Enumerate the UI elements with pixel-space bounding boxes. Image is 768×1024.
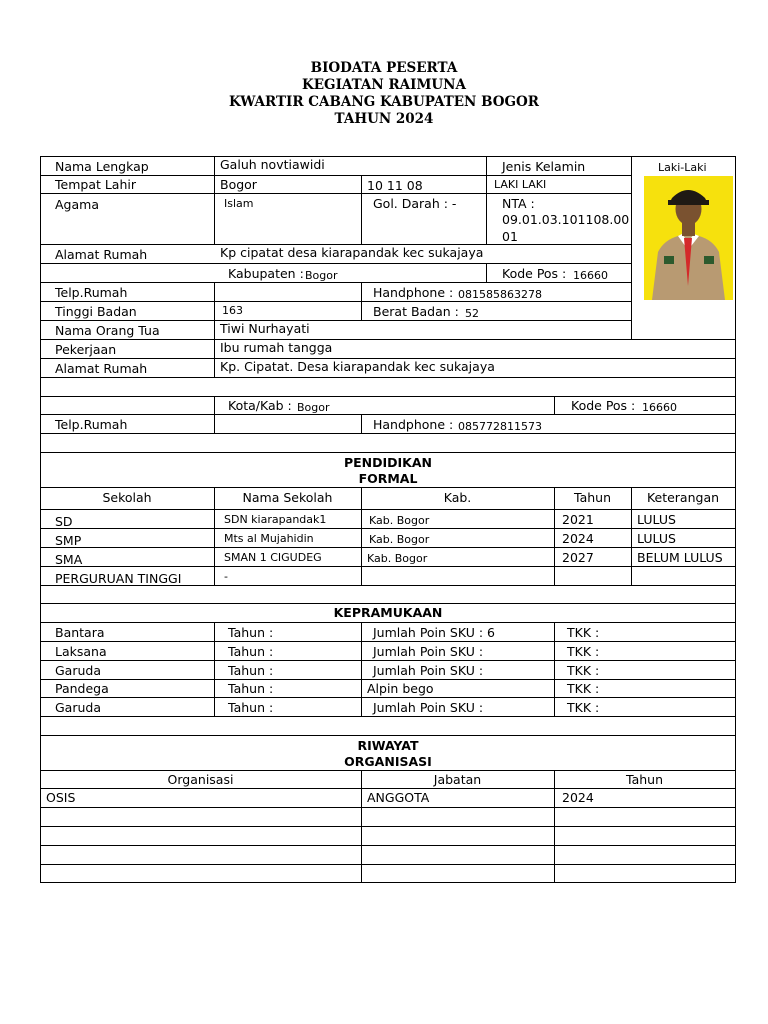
org-row-jabatan: ANGGOTA bbox=[367, 790, 430, 805]
row-line bbox=[40, 660, 736, 661]
table-row-kab: Kab. Bogor bbox=[369, 514, 430, 527]
table-row-keterangan: LULUS bbox=[637, 531, 676, 546]
pramuka-row-tkk: TKK : bbox=[567, 625, 600, 640]
nama-label: Nama Lengkap bbox=[55, 159, 149, 174]
row-line bbox=[40, 716, 736, 717]
agama-value: Islam bbox=[224, 197, 254, 210]
pramuka-row-poin: Jumlah Poin SKU : bbox=[373, 663, 484, 678]
title-line-4: TAHUN 2024 bbox=[334, 111, 434, 127]
row-line bbox=[40, 735, 736, 736]
kode-pos-label: Kode Pos : bbox=[502, 266, 567, 281]
row-line bbox=[40, 603, 736, 604]
col-header-keterangan: Keterangan bbox=[646, 490, 720, 505]
row-line bbox=[40, 452, 736, 453]
table-row-level: SMA bbox=[55, 552, 83, 567]
organisasi-heading: ORGANISASI bbox=[344, 754, 432, 769]
nama-value: Galuh novtiawidi bbox=[220, 157, 325, 172]
handphone-ortu-value: 085772811573 bbox=[458, 420, 542, 433]
col-line bbox=[554, 622, 555, 717]
alamat-orang-tua-value: Kp. Cipatat. Desa kiarapandak kec sukajaya bbox=[220, 359, 495, 374]
col-header-tahun-org: Tahun bbox=[626, 772, 663, 787]
tinggi-badan-label: Tinggi Badan bbox=[55, 304, 137, 319]
tempat-lahir-value: Bogor bbox=[220, 177, 257, 192]
row-line bbox=[40, 826, 736, 827]
kota-kab-value: Bogor bbox=[297, 401, 330, 414]
kode-pos-value: 16660 bbox=[573, 269, 608, 282]
table-row-level: SMP bbox=[55, 533, 82, 548]
col-header-kab: Kab. bbox=[443, 490, 472, 505]
col-header-nama-sekolah: Nama Sekolah bbox=[242, 490, 333, 505]
frame-right bbox=[735, 156, 736, 883]
row-line bbox=[40, 807, 736, 808]
table-row-level: SD bbox=[55, 514, 73, 529]
table-row-tahun: 2021 bbox=[562, 512, 594, 527]
nama-orang-tua-value: Tiwi Nurhayati bbox=[220, 321, 310, 336]
agama-label: Agama bbox=[55, 197, 99, 212]
row-line bbox=[40, 788, 736, 789]
berat-badan-label: Berat Badan : bbox=[373, 304, 459, 319]
row-line bbox=[40, 622, 736, 623]
kota-kab-label: Kota/Kab : bbox=[228, 398, 292, 413]
title-line-2: KEGIATAN RAIMUNA bbox=[302, 77, 466, 93]
telp-rumah-ortu-label: Telp.Rumah bbox=[55, 417, 128, 432]
pramuka-row-tahun: Tahun : bbox=[228, 625, 274, 640]
col-line bbox=[361, 282, 362, 321]
pekerjaan-label: Pekerjaan bbox=[55, 342, 117, 357]
kode-pos-ortu-label: Kode Pos : bbox=[571, 398, 636, 413]
table-row-keterangan: LULUS bbox=[637, 512, 676, 527]
pramuka-row-tingkat: Pandega bbox=[55, 681, 109, 696]
table-row-kab: Kab. Bogor bbox=[369, 533, 430, 546]
col-line bbox=[486, 263, 487, 283]
row-line bbox=[40, 864, 736, 865]
row-line bbox=[40, 396, 736, 397]
pramuka-row-tkk: TKK : bbox=[567, 644, 600, 659]
alamat-rumah-label: Alamat Rumah bbox=[55, 247, 148, 262]
pramuka-row-tkk: TKK : bbox=[567, 681, 600, 696]
tinggi-badan-value: 163 bbox=[222, 304, 243, 317]
nta-value-line2: 01 bbox=[502, 229, 518, 244]
pramuka-row-tingkat: Garuda bbox=[55, 663, 102, 678]
riwayat-heading: RIWAYAT bbox=[357, 738, 419, 753]
row-line bbox=[40, 193, 631, 194]
handphone-label: Handphone : bbox=[373, 285, 454, 300]
profile-photo bbox=[644, 176, 733, 300]
pramuka-row-tahun: Tahun : bbox=[228, 681, 274, 696]
jenis-kelamin-label: Jenis Kelamin bbox=[502, 159, 586, 174]
alamat-orang-tua-label: Alamat Rumah bbox=[55, 361, 148, 376]
table-row-nama: SMAN 1 CIGUDEG bbox=[224, 551, 322, 564]
col-header-jabatan: Jabatan bbox=[433, 772, 482, 787]
scout-portrait-icon bbox=[644, 176, 733, 300]
pramuka-row-tingkat: Bantara bbox=[55, 625, 105, 640]
alamat-rumah-value: Kp cipatat desa kiarapandak kec sukajaya bbox=[220, 245, 484, 260]
pramuka-row-tahun: Tahun : bbox=[228, 663, 274, 678]
col-header-sekolah: Sekolah bbox=[102, 490, 152, 505]
pramuka-row-tingkat: Garuda bbox=[55, 700, 102, 715]
pendidikan-subheading: FORMAL bbox=[358, 471, 418, 486]
nta-label: NTA : bbox=[502, 196, 535, 211]
pramuka-row-tkk: TKK : bbox=[567, 700, 600, 715]
pramuka-row-tkk: TKK : bbox=[567, 663, 600, 678]
col-line bbox=[214, 156, 215, 245]
golongan-darah-label: Gol. Darah : - bbox=[373, 196, 457, 211]
nta-value-line1: 09.01.03.101108.00 bbox=[502, 212, 630, 227]
pekerjaan-value: Ibu rumah tangga bbox=[220, 340, 333, 355]
col-header-organisasi: Organisasi bbox=[167, 772, 234, 787]
col-line bbox=[631, 156, 632, 340]
table-row-tahun: 2024 bbox=[562, 531, 594, 546]
col-line bbox=[361, 622, 362, 717]
col-line bbox=[214, 622, 215, 717]
row-line bbox=[40, 377, 736, 378]
title-line-3: KWARTIR CABANG KABUPATEN BOGOR bbox=[228, 94, 539, 110]
pramuka-row-tahun: Tahun : bbox=[228, 644, 274, 659]
col-line bbox=[361, 414, 362, 434]
table-row-tahun: 2027 bbox=[562, 550, 594, 565]
col-line bbox=[361, 175, 362, 245]
row-line bbox=[40, 301, 631, 302]
row-line bbox=[40, 175, 631, 176]
col-line bbox=[554, 396, 555, 415]
row-line bbox=[40, 641, 736, 642]
pramuka-row-tahun: Tahun : bbox=[228, 700, 274, 715]
table-row-level: PERGURUAN TINGGI bbox=[55, 571, 182, 586]
table-row-nama: SDN kiarapandak1 bbox=[224, 513, 327, 526]
table-row-kab: Kab. Bogor bbox=[367, 552, 428, 565]
col-line bbox=[214, 282, 215, 377]
handphone-ortu-label: Handphone : bbox=[373, 417, 454, 432]
kode-pos-ortu-value: 16660 bbox=[642, 401, 677, 414]
row-line bbox=[40, 679, 736, 680]
title-line-1: BIODATA PESERTA bbox=[310, 60, 458, 76]
col-line bbox=[214, 396, 215, 434]
nama-orang-tua-label: Nama Orang Tua bbox=[55, 323, 160, 338]
pramuka-row-poin: Jumlah Poin SKU : bbox=[373, 700, 484, 715]
berat-badan-value: 52 bbox=[465, 307, 479, 320]
row-line bbox=[40, 414, 736, 415]
jenis-kelamin-value-2: LAKI LAKI bbox=[494, 178, 547, 191]
kabupaten-value: Bogor bbox=[305, 269, 338, 282]
tempat-lahir-label: Tempat Lahir bbox=[55, 177, 137, 192]
row-line bbox=[40, 263, 631, 264]
table-row-nama: Mts al Mujahidin bbox=[224, 532, 314, 545]
pramuka-row-tingkat: Laksana bbox=[55, 644, 107, 659]
org-row-tahun: 2024 bbox=[562, 790, 594, 805]
row-line bbox=[40, 845, 736, 846]
tanggal-lahir-value: 10 11 08 bbox=[367, 178, 423, 193]
pendidikan-heading: PENDIDIKAN bbox=[343, 455, 433, 470]
row-line bbox=[40, 770, 736, 771]
row-line bbox=[40, 697, 736, 698]
telp-rumah-label: Telp.Rumah bbox=[55, 285, 128, 300]
col-header-tahun: Tahun bbox=[574, 490, 611, 505]
pramuka-row-poin: Jumlah Poin SKU : 6 bbox=[373, 625, 495, 640]
col-line bbox=[486, 156, 487, 245]
handphone-value: 081585863278 bbox=[458, 288, 542, 301]
pramuka-row-poin: Alpin bego bbox=[367, 681, 434, 696]
table-row-keterangan: BELUM LULUS bbox=[637, 550, 723, 565]
pramuka-row-poin: Jumlah Poin SKU : bbox=[373, 644, 484, 659]
kabupaten-label: Kabupaten : bbox=[228, 266, 304, 281]
kepramukaan-heading: KEPRAMUKAAN bbox=[333, 605, 443, 620]
row-line bbox=[40, 433, 736, 434]
frame-bottom bbox=[40, 882, 736, 883]
jenis-kelamin-value: Laki-Laki bbox=[658, 161, 707, 174]
org-row-organisasi: OSIS bbox=[46, 790, 76, 805]
row-line bbox=[40, 320, 631, 321]
table-row-nama: - bbox=[224, 570, 228, 583]
